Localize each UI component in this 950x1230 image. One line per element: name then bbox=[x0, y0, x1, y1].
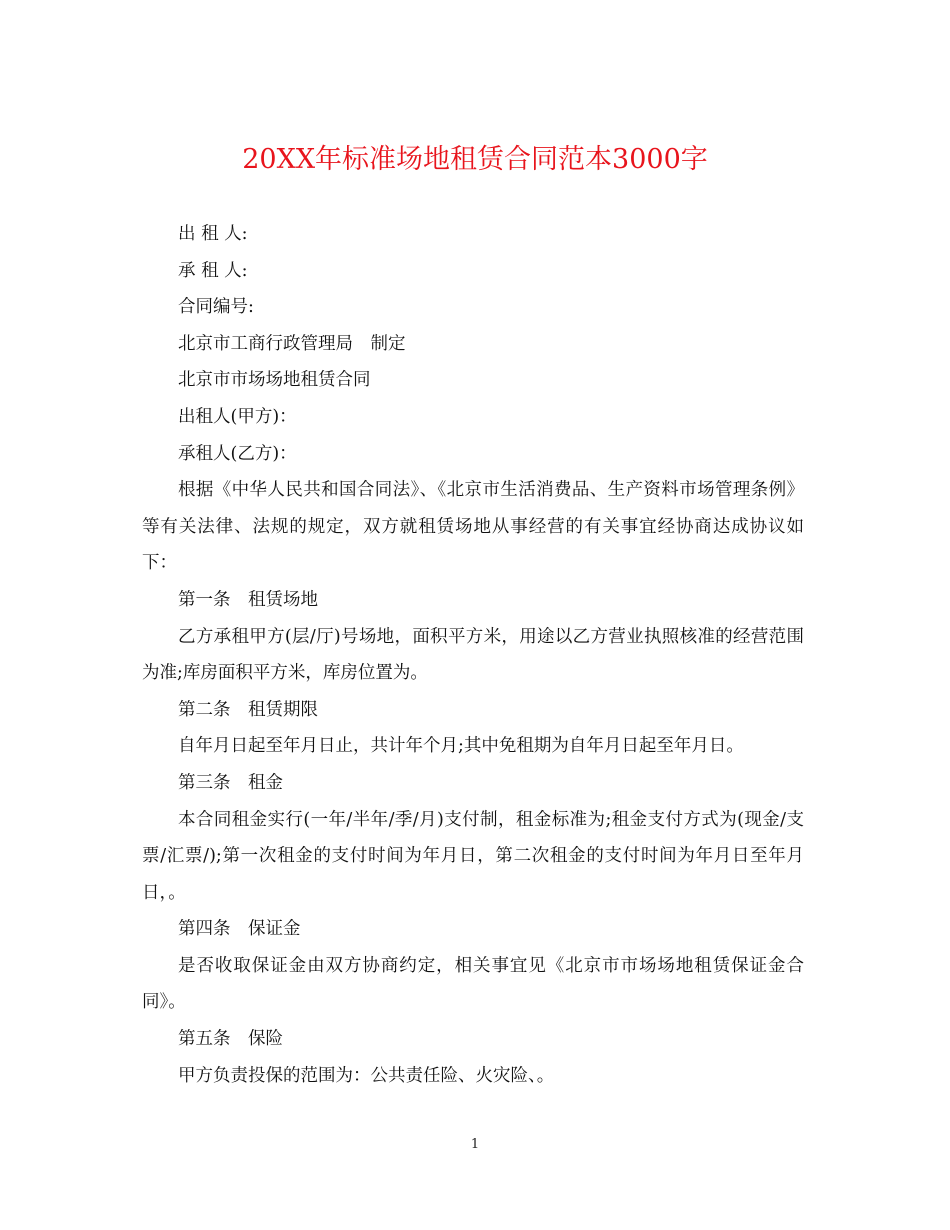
article-1-heading: 第一条 租赁场地 bbox=[178, 589, 318, 610]
paragraph-contract-name: 北京市市场场地租赁合同 bbox=[178, 370, 371, 391]
article-2-heading: 第二条 租赁期限 bbox=[178, 699, 318, 720]
document-body bbox=[142, 216, 804, 1094]
article-4-heading: 第四条 保证金 bbox=[178, 919, 301, 940]
article-3-heading: 第三条 租金 bbox=[178, 772, 283, 793]
paragraph-party-b: 承租人(乙方)： bbox=[178, 443, 297, 464]
paragraph-lessor: 出 租 人: bbox=[178, 224, 248, 244]
paragraph-preamble: 根据《中华人民共和国合同法》、《北京市生活消费品、生产资料市场管理条例》等有关法律、法规的规定，双方就租赁场地从事经营的有关事宜经协商达成协议如下： bbox=[142, 480, 804, 574]
article-1-text: 乙方承租甲方(层/厅)号场地，面积平方米，用途以乙方营业执照核准的经营范围为准;库房面积平方米，库房位置为。 bbox=[142, 626, 804, 684]
paragraph-issuer: 北京市工商行政管理局 制定 bbox=[178, 333, 406, 354]
paragraph-contract-number: 合同编号: bbox=[178, 297, 254, 318]
paragraph-lessee: 承 租 人: bbox=[178, 260, 248, 281]
article-5-text: 甲方负责投保的范围为：公共责任险、火灾险、。 bbox=[178, 1065, 555, 1086]
paragraph-party-a: 出租人(甲方)： bbox=[178, 406, 297, 427]
document-title: 20XX年标准场地租赁合同范本3000字 bbox=[242, 144, 708, 175]
article-3-text: 本合同租金实行(一年/半年/季/月)支付制，租金标准为;租金支付方式为(现金/支票/汇票/);第一次租金的支付时间为年月日，第二次租金的支付时间为年月日至年月日，。 bbox=[142, 809, 804, 903]
article-2-text: 自年月日起至年月日止，共计年个月;其中免租期为自年月日起至年月日。 bbox=[178, 736, 744, 757]
page-number: 1 bbox=[470, 1137, 480, 1152]
article-4-text: 是否收取保证金由双方协商约定，相关事宜见《北京市市场场地租赁保证金合同》。 bbox=[142, 955, 804, 1013]
article-5-heading: 第五条 保险 bbox=[178, 1029, 283, 1050]
